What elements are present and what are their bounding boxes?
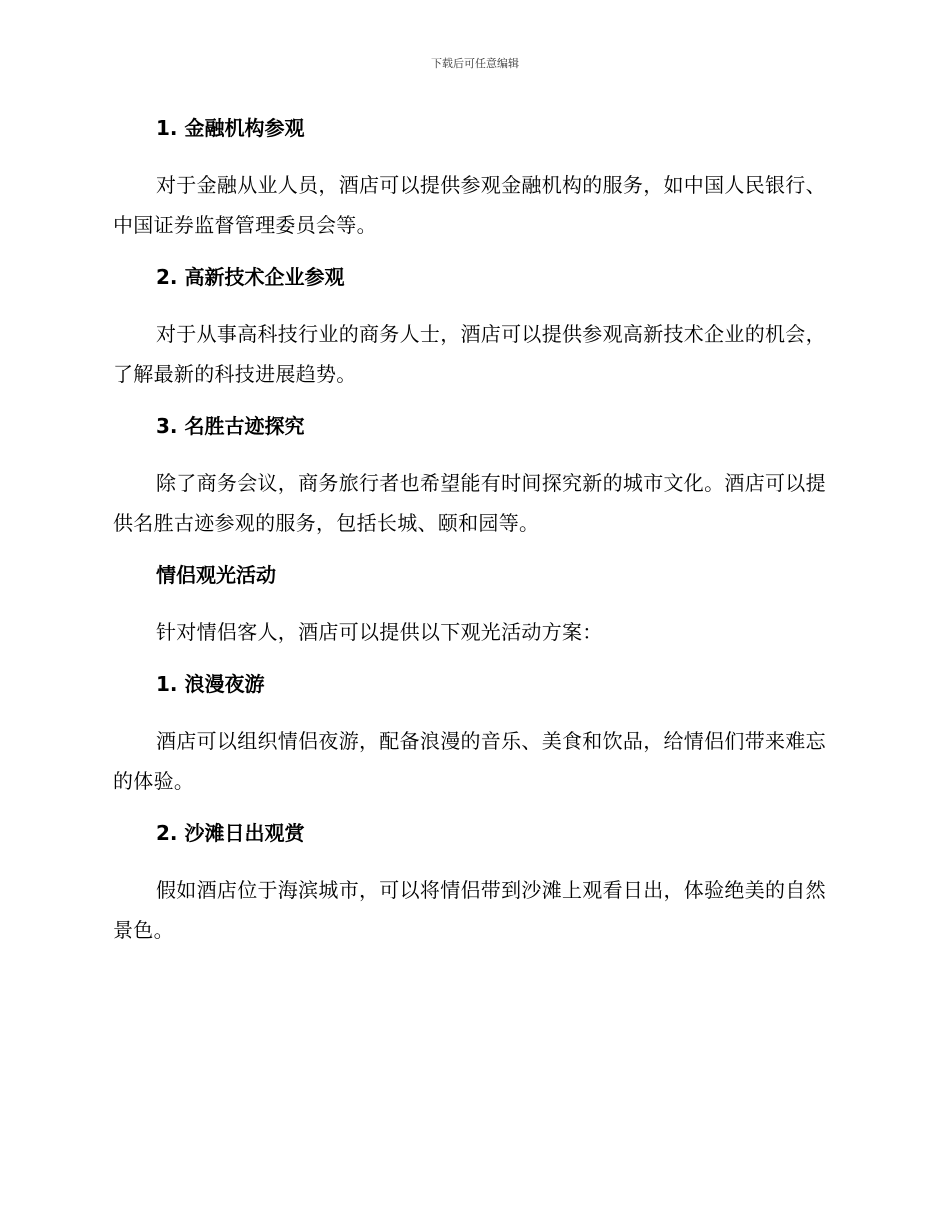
section-heading: 情侣观光活动 (156, 563, 276, 587)
section-heading: 1. 金融机构参观 (156, 116, 305, 140)
section-paragraph: 针对情侣客人，酒店可以提供以下观光活动方案： (156, 620, 603, 644)
document-body (113, 112, 831, 950)
section-paragraph: 除了商务会议，商务旅行者也希望能有时间探究新的城市文化。酒店可以提供名胜古迹参观的服务，包括长城、颐和园等。 (113, 471, 826, 535)
section-paragraph: 假如酒店位于海滨城市，可以将情侣带到沙滩上观看日出，体验绝美的自然景色。 (113, 878, 826, 942)
section-paragraph: 对于从事高科技行业的商务人士，酒店可以提供参观高新技术企业的机会，了解最新的科技进展趋势。 (113, 322, 826, 386)
section (113, 668, 831, 801)
section-heading: 3. 名胜古迹探究 (156, 414, 305, 438)
section (113, 559, 831, 652)
section (113, 817, 831, 950)
section (113, 261, 831, 394)
section-paragraph: 酒店可以组织情侣夜游，配备浪漫的音乐、美食和饮品，给情侣们带来难忘的体验。 (113, 729, 826, 793)
section-paragraph: 对于金融从业人员，酒店可以提供参观金融机构的服务，如中国人民银行、中国证券监督管理委员会等。 (113, 173, 826, 237)
section-heading: 1. 浪漫夜游 (156, 672, 265, 696)
page-header: 下载后可任意编辑 (431, 57, 519, 70)
section (113, 410, 831, 543)
section-heading: 2. 高新技术企业参观 (156, 265, 345, 289)
section-heading: 2. 沙滩日出观赏 (156, 821, 305, 845)
section (113, 112, 831, 245)
